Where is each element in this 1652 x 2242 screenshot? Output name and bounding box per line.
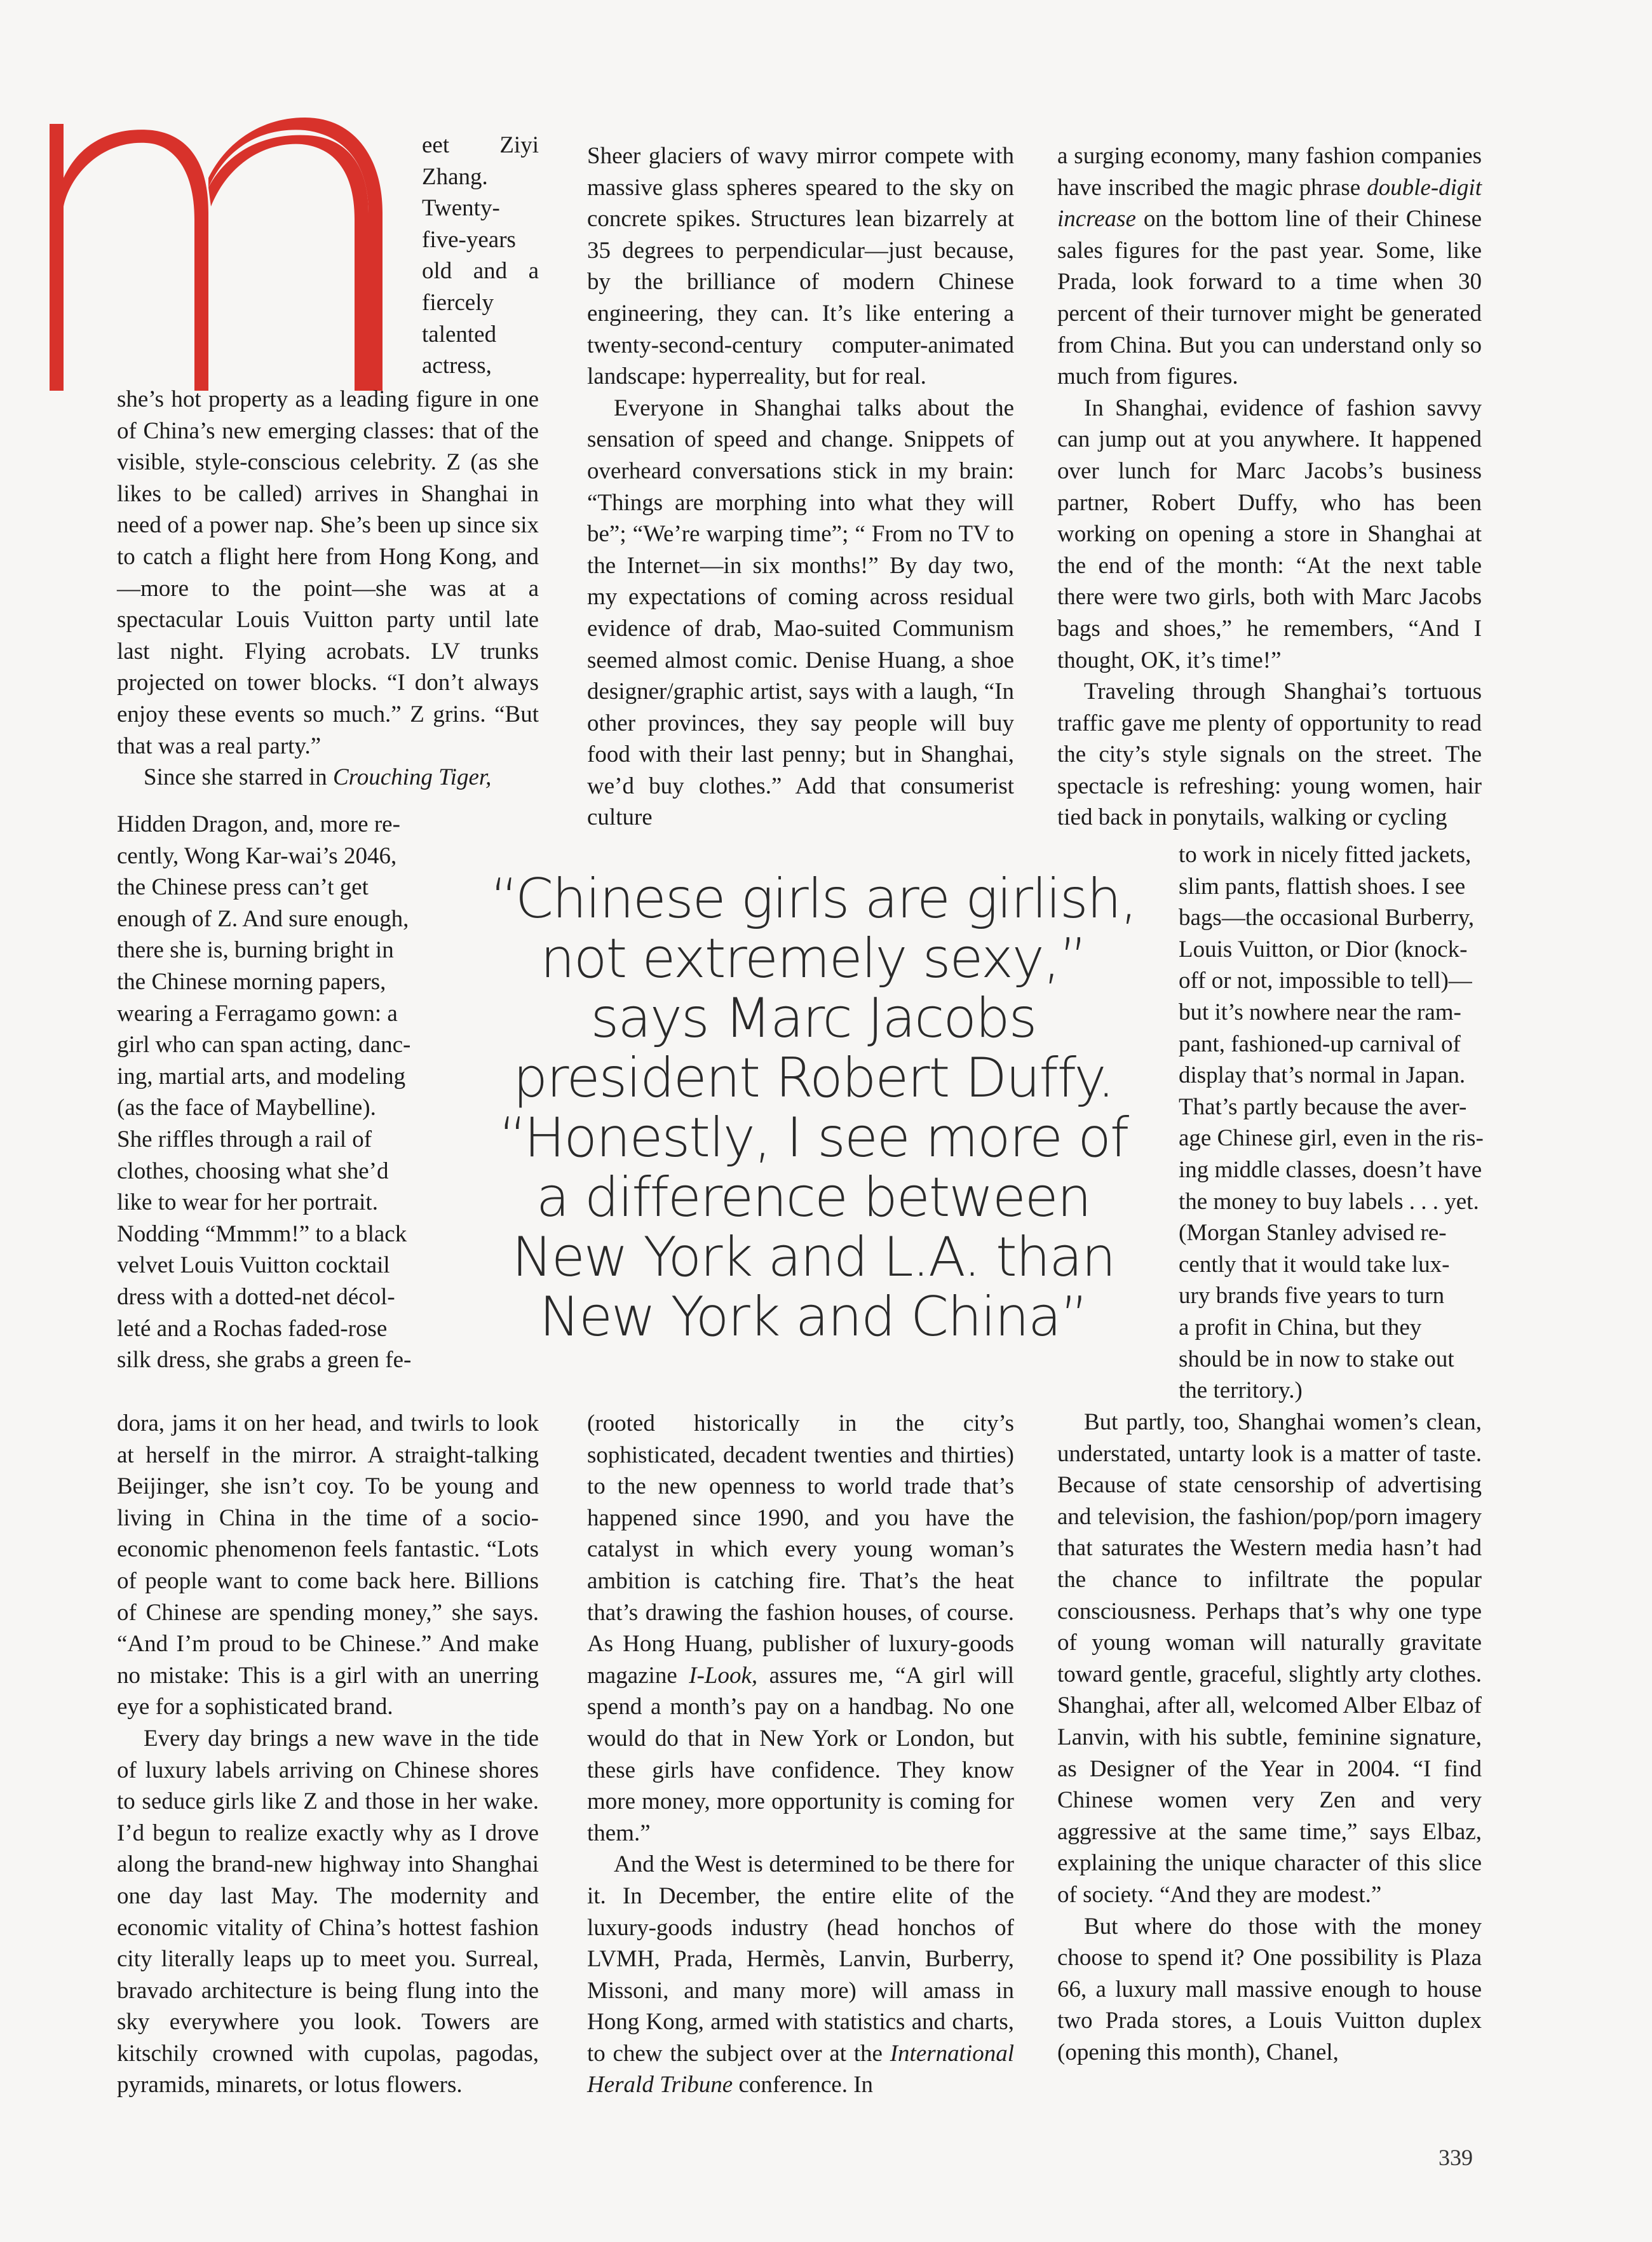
paragraph: (rooted historically in the city’s sophisticated, decadent twenties and thirties) to the new openness to world trade that’s happened since 1990, and you have the catalyst in which every young woman’s ambition is catching fire. That’s the heat that’s drawing the fashion houses, of course. As Hong Huang, publisher of luxury-goods magazine I-Look, assures me, “A girl will spend a month’s pay on a handbag. No one would do that in New York or London, but these girls have confidence. They know more money, more opportunity is coming for them.” — [587, 1410, 1014, 1846]
text-line: like to wear for her portrait. — [117, 1189, 378, 1216]
text-line: but it’s nowhere near the ram- — [1179, 999, 1461, 1025]
text-line: to work in nicely fitted jackets, — [1179, 842, 1472, 868]
text-line: a profit in China, but they — [1179, 1314, 1422, 1340]
paragraph: Since she starred in Crouching Tiger, — [144, 764, 492, 791]
column-3-top — [1057, 140, 1482, 834]
text-line: (Morgan Stanley advised re- — [1179, 1220, 1447, 1246]
paragraph: Every day brings a new wave in the tide of luxury labels arriving on Chinese shores to seduce girls like Z and those in her wake. I’d begun to realize exactly why as I drove along the brand-new highway into Shanghai one day last May. The modernity and economic vitality of China’s hottest fashion city literally leaps up to meet you. Surreal, bravado architecture is being flung into the sky everywhere you look. Towers are kitschily crowned with cupolas, pagodas, pyramids, minarets, or lotus flowers. — [117, 1725, 539, 2098]
text-line: bags—the occasional Burberry, — [1179, 905, 1475, 931]
drop-line: five-years — [422, 227, 516, 253]
text-line: there she is, burning bright in — [117, 937, 394, 964]
text-line: ing middle classes, doesn’t have — [1179, 1156, 1482, 1183]
pull-quote-line: says Marc Jacobs — [590, 987, 1036, 1050]
paragraph: dora, jams it on her head, and twirls to look at herself in the mirror. A straight-talking Beijinger, she isn’t coy. To be young and living in China in the time of a socio-economic phenomenon feels fantastic. “Lots of people want to come back here. Billions of Chinese are spending money,” she says. “And I’m proud to be Chinese.” And make no mistake: This is a girl with an unerring eye for a sophisticated brand. — [117, 1410, 539, 1720]
text-line: Louis Vuitton, or Dior (knock- — [1179, 936, 1468, 962]
paragraph: Everyone in Shanghai talks about the sensation of speed and change. Snippets of overheard conversations stick in my brain: “Things are morphing into what they will be”; “We’re warping time”; “ From no TV to the Internet—in six months!” By day two, my expectations of coming across residual evidence of drab, Mao-suited Communism seemed almost comic. Denise Huang, a shoe designer/graphic artist, says with a laugh, “In other provinces, they say people will buy food with their last penny; but in Shanghai, we’d buy clothes.” Add that consumerist culture — [587, 395, 1014, 831]
column-1-wrap — [117, 809, 435, 1376]
text-line: should be in now to stake out — [1179, 1346, 1454, 1372]
paragraph: But where do those with the money choose to spend it? One possibility is Plaza 66, a luxury mall massive enough to house two Prada stores, a Louis Vuitton duplex (opening this month), Chanel, — [1057, 1913, 1482, 2065]
text-line: clothes, choosing what she’d — [117, 1158, 389, 1184]
text-line: pant, fashioned-up carnival of — [1179, 1030, 1461, 1057]
paragraph: In Shanghai, evidence of fashion savvy can jump out at you anywhere. It happened over lunch for Marc Jacobs’s business partner, Robert Duffy, who has been working on opening a store in Shanghai at the end of the month: “At the next table there were two girls, both with Marc Jacobs bags and shoes,” he remembers, “And I thought, OK, it’s time!” — [1057, 395, 1482, 673]
text-line: She riffles through a rail of — [117, 1126, 372, 1152]
text-line: velvet Louis Vuitton cocktail — [117, 1252, 390, 1279]
drop-line: Zhang. — [422, 164, 488, 190]
drop-cap-m — [38, 118, 445, 397]
text-line: wearing a Ferragamo gown: a — [117, 1000, 398, 1027]
text-line: age Chinese girl, even in the ris- — [1179, 1125, 1484, 1152]
drop-line: fiercely — [422, 290, 494, 316]
pull-quote — [457, 869, 1169, 1347]
pull-quote-line: a difference between — [536, 1166, 1091, 1229]
paragraph: But partly, too, Shanghai women’s clean, understated, untarty look is a matter of taste. Because of state censorship of advertising and television, the fashion/pop/porn imagery that saturates the Western media hasn’t had the chance to infiltrate the popular consciousness. Perhaps that’s why one type of young woman will naturally gravitate toward gentle, graceful, slightly arty clothes. Shanghai, after all, welcomed Alber Elbaz of Lanvin, with his subtle, feminine signature, as Designer of the Year in 2004. “I find Chinese women very Zen and very aggressive at the same time,” says Elbaz, explaining the unique character of this slice of society. “And they are modest.” — [1057, 1409, 1482, 1908]
pull-quote-line: not extremely sexy,” — [540, 927, 1087, 990]
text-line: off or not, impossible to tell)— — [1179, 968, 1472, 994]
text-line: Nodding “Mmmm!” to a black — [117, 1220, 407, 1247]
column-3-wrap — [1179, 839, 1482, 1407]
paragraph: Sheer glaciers of wavy mirror compete with massive glass spheres speared to the sky on concrete spikes. Structures lean bizarrely at 35 degrees to perpendicular—just because, by the brilliance of modern Chinese engineering, they can. It’s like entering a twenty-second-century computer-animated landscape: hyperreality, but for real. — [587, 143, 1014, 390]
text-line: the Chinese press can’t get — [117, 874, 369, 901]
text-line: the territory.) — [1179, 1377, 1303, 1404]
text-line: slim pants, flattish shoes. I see — [1179, 873, 1466, 900]
drop-line: Twenty- — [422, 195, 500, 221]
paragraph: Traveling through Shanghai’s tortuous traffic gave me plenty of opportunity to read the city’s style signals on the street. The spectacle is refreshing: young women, hair tied back in ponytails, walking or cycling — [1057, 679, 1482, 831]
text-line: Hidden Dragon, and, more re- — [117, 811, 400, 837]
text-line: cently that it would take lux- — [1179, 1251, 1450, 1278]
paragraph: a surging economy, many fashion companies have inscribed the magic phrase double-digit increase on the bottom line of their Chinese sales figures for the past year. Some, like Prada, look forward to a time when 30 percent of their turnover might be generated from China. But you can understand only so much from figures. — [1057, 143, 1482, 390]
text-line: ing, martial arts, and modeling — [117, 1063, 406, 1090]
column-1-bottom — [117, 1408, 539, 2101]
text-line: the Chinese morning papers, — [117, 968, 386, 995]
pull-quote-line: president Robert Duffy. — [513, 1046, 1114, 1110]
pull-quote-line: “Chinese girls are girlish, — [490, 867, 1137, 931]
text-line: silk dress, she grabs a green fe- — [117, 1347, 412, 1374]
column-3-bottom — [1057, 1407, 1482, 2068]
text-line: That’s partly because the aver- — [1179, 1093, 1467, 1120]
text-line: cently, Wong Kar-wai’s 2046, — [117, 842, 397, 869]
text-line: enough of Z. And sure enough, — [117, 905, 409, 932]
pull-quote-line: “Honestly, I see more of — [498, 1106, 1128, 1170]
paragraph: And the West is determined to be there for it. In December, the entire elite of the luxury-goods industry (head honchos of LVMH, Prada, Hermès, Lanvin, Burberry, Missoni, and many more) will amass in Hong Kong, armed with statistics and charts, to chew the subject over at the International Herald Tribune conference. In — [587, 1851, 1014, 2098]
pull-quote-line: New York and L.A. than — [511, 1226, 1115, 1289]
text-line: ury brands five years to turn — [1179, 1283, 1445, 1309]
column-2-bottom — [587, 1408, 1014, 2101]
text-line: the money to buy labels . . . yet. — [1179, 1188, 1479, 1215]
drop-line: actress, — [422, 353, 492, 379]
drop-line: talented — [422, 321, 497, 348]
text-line: girl who can span acting, danc- — [117, 1032, 411, 1058]
drop-line: old and a — [422, 258, 539, 284]
text-line: dress with a dotted-net décol- — [117, 1283, 395, 1310]
text-line: leté and a Rochas faded-rose — [117, 1315, 388, 1342]
column-2-top — [587, 140, 1014, 834]
column-1-top — [117, 384, 539, 793]
text-line: display that’s normal in Japan. — [1179, 1062, 1466, 1089]
page-number: 339 — [1439, 2145, 1473, 2170]
paragraph: she’s hot property as a leading figure in one of China’s new emerging classes: that of the visible, style-conscious celebrity. Z (as she likes to be called) arrives in Shanghai in need of a power nap. She’s been up since six to catch a flight here from Hong Kong, and—more to the point—she was at a spectacular Louis Vuitton party until late last night. Flying acrobats. LV trunks projected on tower blocks. “I don’t always enjoy these events so much.” Z grins. “But that was a real party.” — [117, 386, 539, 759]
pull-quote-line: New York and China” — [539, 1285, 1088, 1349]
drop-line: eet Ziyi — [422, 132, 539, 158]
text-line: (as the face of Maybelline). — [117, 1095, 376, 1121]
